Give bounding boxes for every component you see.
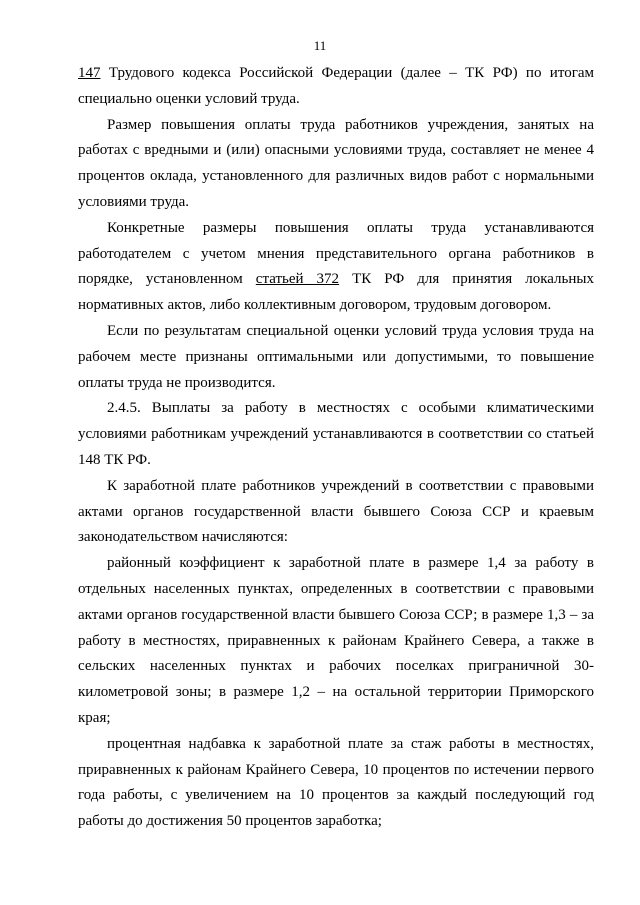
paragraph-3-text-before: Конкретные размеры повышения оплаты труда устанавливаются работодателем с учетом мнения представительного органа работников в порядке, установленном <box>78 219 594 288</box>
article-147-link[interactable]: 147 <box>78 65 101 81</box>
paragraph-5: 2.4.5. Выплаты за работу в местностях с особыми климатическими условиями работникам учреждений устанавливаются в соответствии со статьей 148 ТК РФ. <box>78 400 594 468</box>
page-number: 11 <box>313 38 327 53</box>
paragraph-1 <box>78 61 594 113</box>
paragraph-7: районный коэффициент к заработной плате в размере 1,4 за работу в отдельных населенных пунктах, определенных в соответствии с правовыми актами органов государственной власти бывшего Союза ССР; в размере 1,3 – за работу в местностях, приравненных к районам Крайнего Севера, а также в сельских населенных пунктах и рабочих поселках приграничной 30-километровой зоны; в размере 1,2 – на остальной территории Приморского края; <box>78 555 594 726</box>
paragraph-1-text: Трудового кодекса Российской Федерации (далее – ТК РФ) по итогам специально оценки условий труда. <box>78 65 594 107</box>
paragraph-8: процентная надбавка к заработной плате за стаж работы в местностях, приравненных к районам Крайнего Севера, 10 процентов по истечении первого года работы, с увеличением на 10 процентов за каждый последующий год работы до достижения 50 процентов заработка; <box>78 735 594 830</box>
paragraph-4: Если по результатам специальной оценки условий труда условия труда на рабочем месте признаны оптимальными или допустимыми, то повышение оплаты труда не производится. <box>78 322 594 391</box>
paragraph-3 <box>78 216 594 319</box>
paragraph-6: К заработной плате работников учреждений в соответствии с правовыми актами органов государственной власти бывшего Союза ССР и краевым законодательством начисляются: <box>78 477 594 546</box>
document-body <box>78 61 594 835</box>
article-372-link[interactable]: статьей 372 <box>255 271 340 288</box>
paragraph-3-text-after: ТК РФ для принятия локальных нормативных актов, либо коллективным договором, трудовым договором. <box>78 271 594 314</box>
paragraph-2: Размер повышения оплаты труда работников учреждения, занятых на работах с вредными и (или) опасными условиями труда, составляет не менее 4 процентов оклада, установленного для различных видов работ с нормальными условиями труда. <box>78 116 594 210</box>
